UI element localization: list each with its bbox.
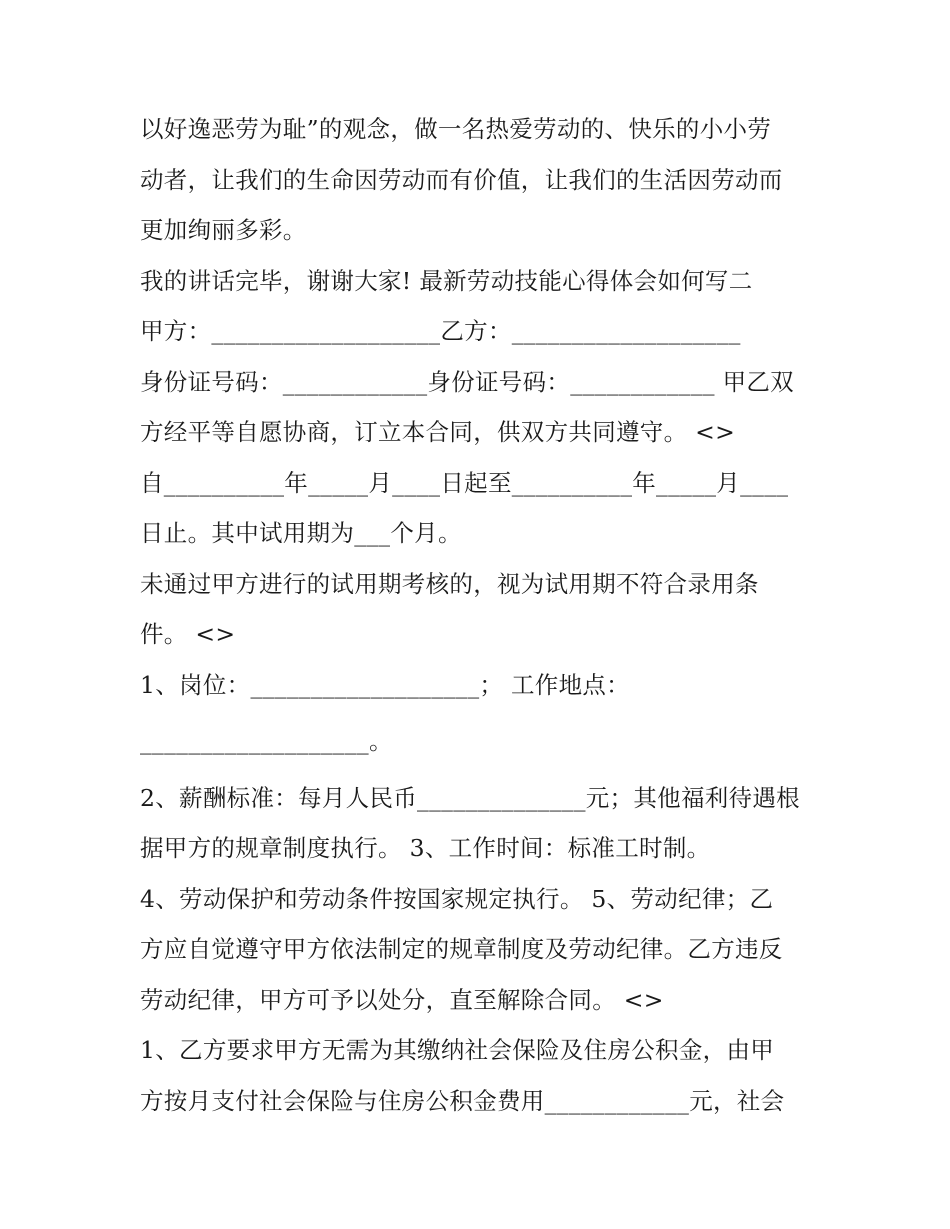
text-line: 甲方：___________________乙方：___________________ (140, 317, 741, 345)
text-line: ___________________。 (140, 727, 393, 755)
text-line: 劳动纪律，甲方可予以处分，直至解除合同。 <> (140, 985, 664, 1014)
text-line: 方经平等自愿协商，订立本合同，供双方共同遵守。 <> (140, 418, 736, 446)
text-line: 动者，让我们的生命因劳动而有价值，让我们的生活因劳动而 (140, 165, 783, 194)
text-line: 方按月支付社会保险与住房公积金费用____________元，社会 (140, 1086, 785, 1115)
document-body (140, 104, 820, 1126)
text-line: 身份证号码：____________身份证号码：____________ 甲乙双 (140, 367, 794, 396)
text-line: 件。 <> (140, 620, 236, 648)
text-line: 我的讲话完毕，谢谢大家! 最新劳动技能心得体会如何写二 (140, 266, 753, 295)
text-line: 未通过甲方进行的试用期考核的，视为试用期不符合录用条 (140, 569, 759, 598)
text-line: 以好逸恶劳为耻”的观念，做一名热爱劳动的、快乐的小小劳 (140, 115, 772, 143)
text-line: 更加绚丽多彩。 (140, 216, 307, 244)
text-line: 自__________年_____月____日起至__________年_____月____ (140, 468, 789, 497)
text-line: 据甲方的规章制度执行。 3、工作时间：标准工时制。 (140, 834, 711, 862)
text-line: 方应自觉遵守甲方依法制定的规章制度及劳动纪律。乙方违反 (140, 935, 783, 963)
text-line: 日止。其中试用期为___个月。 (140, 519, 462, 547)
text-line: 2、薪酬标准：每月人民币______________元；其他福利待遇根 (140, 783, 800, 812)
text-line: 1、岗位：___________________； 工作地点： (140, 670, 630, 699)
text-line: 1、乙方要求甲方无需为其缴纳社会保险及住房公积金，由甲 (140, 1036, 775, 1064)
text-line: 4、劳动保护和劳动条件按国家规定执行。 5、劳动纪律；乙 (140, 884, 774, 913)
